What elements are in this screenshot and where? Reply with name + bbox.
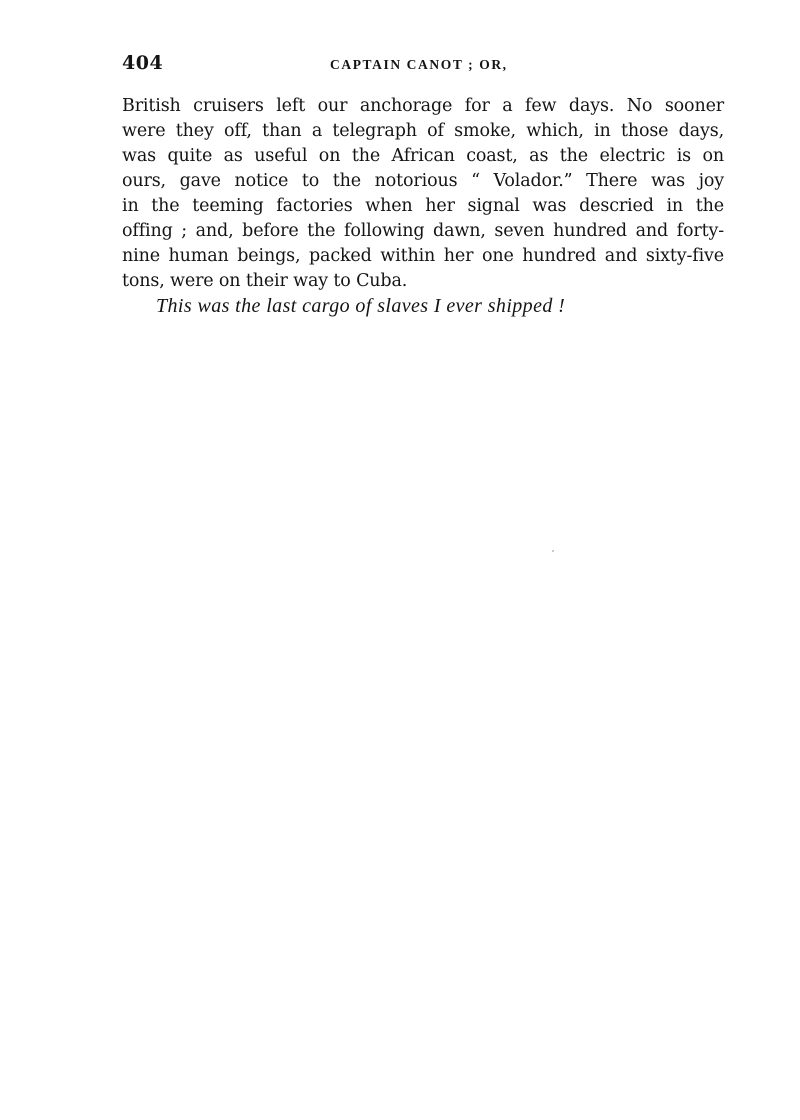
text-line: ours, gave notice to the notorious “ Volador.” There was joy — [122, 171, 724, 191]
text-line: were they off, than a telegraph of smoke, which, in those days, — [122, 121, 724, 141]
text-line: British cruisers left our anchorage for a few days. No sooner — [122, 96, 724, 116]
page-number: 404 — [122, 52, 164, 74]
text-line: was quite as useful on the African coast, as the electric is on — [122, 146, 724, 166]
text-line: in the teeming factories when her signal was descried in the — [122, 196, 724, 216]
running-title: CAPTAIN CANOT ; OR, — [330, 57, 508, 72]
text-line: offing ; and, before the following dawn, seven hundred and forty- — [122, 221, 724, 241]
paper-speck — [552, 550, 554, 552]
running-head — [122, 52, 724, 78]
text-line: tons, were on their way to Cuba. — [122, 271, 408, 291]
text-line: nine human beings, packed within her one hundred and sixty-five — [122, 246, 724, 266]
closing-italic-line: This was the last cargo of slaves I ever shipped ! — [156, 295, 566, 317]
body-text — [122, 94, 724, 319]
